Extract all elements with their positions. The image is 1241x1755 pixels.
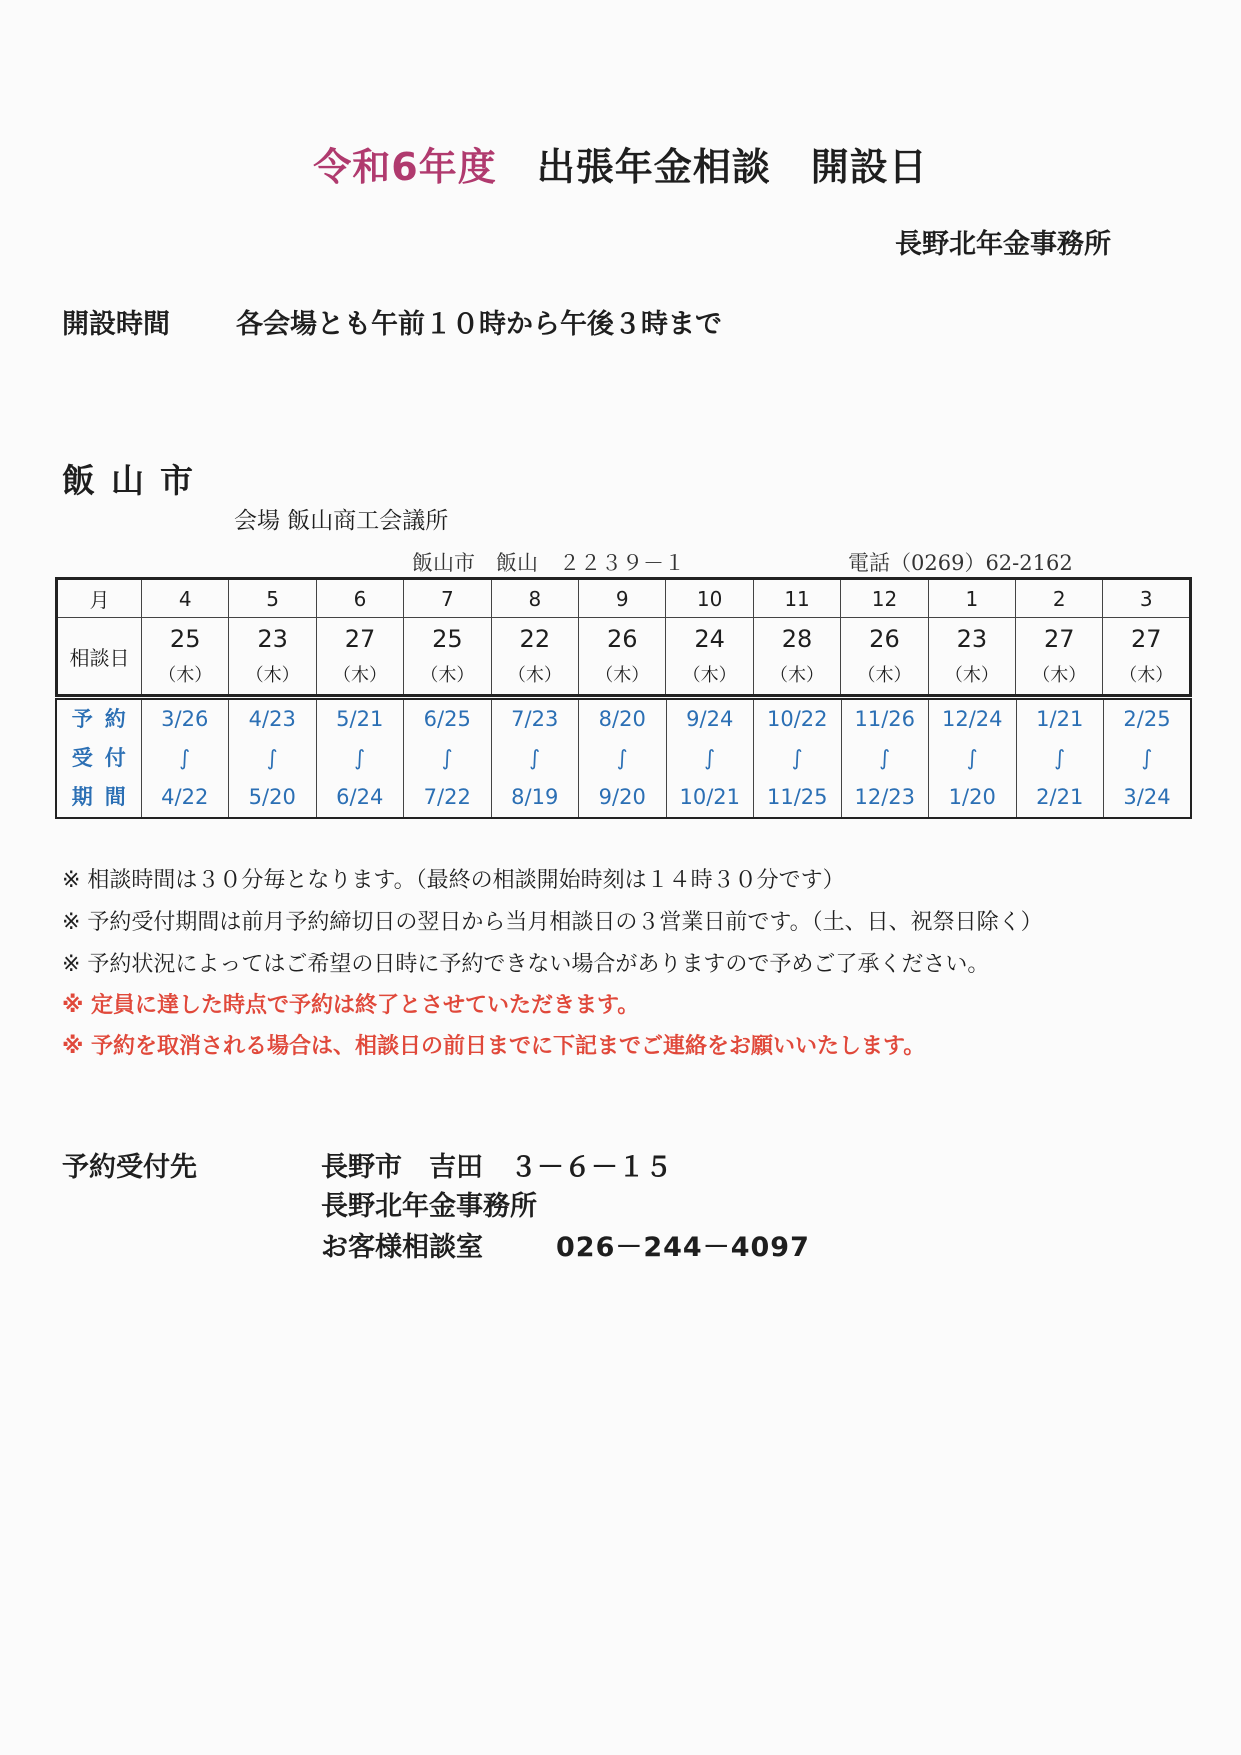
period-start: 9/24 bbox=[686, 707, 734, 731]
reservation-period-label bbox=[56, 699, 141, 818]
period-cell bbox=[666, 699, 754, 818]
day-cell bbox=[491, 618, 578, 696]
venue-name: 会場 飯山商工会議所 bbox=[234, 508, 449, 534]
month-label: 月 bbox=[57, 579, 142, 618]
weekday: （木） bbox=[1119, 665, 1174, 686]
day-number: 28 bbox=[781, 625, 813, 653]
period-end: 8/19 bbox=[511, 785, 559, 809]
contact-label: 予約受付先 bbox=[62, 1152, 197, 1183]
weekday: （木） bbox=[245, 665, 300, 686]
contact-phone: 026－244－4097 bbox=[556, 1232, 810, 1263]
period-end: 2/21 bbox=[1036, 785, 1084, 809]
tilde: ∫ bbox=[179, 746, 191, 770]
day-number: 25 bbox=[169, 625, 201, 653]
contact-room: お客様相談室 bbox=[321, 1232, 483, 1263]
tilde: ∫ bbox=[354, 746, 366, 770]
tilde: ∫ bbox=[791, 746, 803, 770]
weekday: （木） bbox=[158, 665, 213, 686]
note-consultation-time: ※ 相談時間は３０分毎となります。（最終の相談開始時刻は１４時３０分です） bbox=[62, 868, 845, 893]
venue-phone: 電話（0269）62-2162 bbox=[848, 551, 1073, 575]
month-cell: 4 bbox=[142, 579, 229, 618]
period-cell bbox=[404, 699, 492, 818]
month-cell: 6 bbox=[316, 579, 403, 618]
period-start: 1/21 bbox=[1036, 707, 1084, 731]
venue-address: 飯山市 飯山 ２２３９－１ bbox=[412, 551, 685, 575]
period-end: 3/24 bbox=[1123, 785, 1171, 809]
period-end: 9/20 bbox=[598, 785, 646, 809]
period-label-2: 受付 bbox=[71, 746, 138, 770]
reservation-period-table bbox=[55, 698, 1192, 819]
period-start: 7/23 bbox=[511, 707, 559, 731]
note-cancellation: ※ 予約を取消される場合は、相談日の前日までに下記までご連絡をお願いいたします。 bbox=[62, 1034, 926, 1059]
weekday: （木） bbox=[420, 665, 475, 686]
day-cell bbox=[666, 618, 753, 696]
period-start: 11/26 bbox=[854, 707, 916, 731]
day-number: 23 bbox=[257, 625, 288, 653]
day-cell bbox=[579, 618, 666, 696]
day-number: 25 bbox=[432, 625, 463, 653]
reservation-period-row bbox=[56, 699, 1191, 818]
day-number: 22 bbox=[519, 625, 551, 653]
fiscal-year-label: 令和6年度 bbox=[313, 145, 497, 189]
note-reservation-period: ※ 予約受付期間は前月予約締切日の翌日から当月相談日の３営業日前です。（土、日、祝祭日除く） bbox=[62, 910, 1043, 935]
period-end: 1/20 bbox=[948, 785, 996, 809]
tilde: ∫ bbox=[529, 746, 541, 770]
period-cell bbox=[316, 699, 404, 818]
weekday: （木） bbox=[944, 665, 999, 686]
period-start: 10/22 bbox=[766, 707, 828, 731]
tilde: ∫ bbox=[441, 746, 453, 770]
issuing-office: 長野北年金事務所 bbox=[895, 229, 1111, 260]
month-cell: 8 bbox=[491, 579, 578, 618]
hours-label: 開設時間 bbox=[62, 309, 170, 340]
day-number: 26 bbox=[869, 625, 900, 653]
page-title bbox=[0, 136, 1241, 191]
weekday: （木） bbox=[595, 665, 650, 686]
weekday: （木） bbox=[333, 665, 388, 686]
month-cell: 10 bbox=[666, 579, 753, 618]
weekday: （木） bbox=[1032, 665, 1087, 686]
period-cell bbox=[579, 699, 667, 818]
day-number: 23 bbox=[956, 625, 988, 653]
day-label: 相談日 bbox=[57, 618, 142, 696]
consultation-dates-table bbox=[55, 577, 1192, 697]
tilde: ∫ bbox=[966, 746, 978, 770]
period-cell bbox=[229, 699, 317, 818]
city-heading: 飯山市 bbox=[62, 461, 209, 500]
day-cell bbox=[753, 618, 840, 696]
day-cell bbox=[1016, 618, 1103, 696]
period-end: 7/22 bbox=[423, 785, 471, 809]
period-cell bbox=[1016, 699, 1104, 818]
day-number: 26 bbox=[606, 625, 638, 653]
tilde: ∫ bbox=[266, 746, 278, 770]
month-cell: 9 bbox=[579, 579, 666, 618]
period-start: 5/21 bbox=[336, 707, 384, 731]
period-start: 12/24 bbox=[941, 707, 1003, 731]
period-start: 4/23 bbox=[248, 707, 296, 731]
schedule-table bbox=[55, 577, 1192, 817]
period-end: 4/22 bbox=[161, 785, 209, 809]
period-cell bbox=[491, 699, 579, 818]
period-label-1: 予約 bbox=[71, 707, 138, 731]
weekday: （木） bbox=[682, 665, 737, 686]
weekday: （木） bbox=[507, 665, 562, 686]
note-availability: ※ 予約状況によってはご希望の日時に予約できない場合がありますので予めご了承ください。 bbox=[62, 952, 990, 977]
period-cell bbox=[1104, 699, 1192, 818]
period-end: 5/20 bbox=[248, 785, 296, 809]
period-start: 8/20 bbox=[598, 707, 646, 731]
contact-office: 長野北年金事務所 bbox=[321, 1191, 537, 1222]
day-cell bbox=[142, 618, 229, 696]
month-cell: 1 bbox=[928, 579, 1015, 618]
period-end: 6/24 bbox=[336, 785, 384, 809]
day-number: 27 bbox=[1043, 625, 1075, 653]
period-cell bbox=[929, 699, 1017, 818]
day-cell bbox=[229, 618, 316, 696]
hours-value: 各会場とも午前１０時から午後３時まで bbox=[236, 309, 722, 340]
period-label-3: 期間 bbox=[71, 785, 138, 809]
weekday: （木） bbox=[770, 665, 825, 686]
month-cell: 2 bbox=[1016, 579, 1103, 618]
day-cell bbox=[928, 618, 1015, 696]
month-cell: 7 bbox=[404, 579, 491, 618]
tilde: ∫ bbox=[1054, 746, 1066, 770]
tilde: ∫ bbox=[879, 746, 891, 770]
month-cell: 3 bbox=[1103, 579, 1191, 618]
period-start: 6/25 bbox=[423, 707, 471, 731]
period-end: 11/25 bbox=[766, 785, 828, 809]
period-end: 10/21 bbox=[679, 785, 741, 809]
day-cell bbox=[404, 618, 491, 696]
period-end: 12/23 bbox=[854, 785, 916, 809]
month-row bbox=[57, 579, 1191, 618]
day-number: 24 bbox=[694, 625, 725, 653]
period-cell bbox=[841, 699, 929, 818]
tilde: ∫ bbox=[616, 746, 628, 770]
day-number: 27 bbox=[344, 625, 376, 653]
title-main: 出張年金相談 bbox=[536, 145, 771, 189]
period-cell bbox=[141, 699, 229, 818]
month-cell: 12 bbox=[841, 579, 928, 618]
period-start: 2/25 bbox=[1123, 707, 1171, 731]
period-cell bbox=[754, 699, 842, 818]
title-suffix: 開設日 bbox=[810, 145, 928, 189]
day-cell bbox=[841, 618, 928, 696]
month-cell: 5 bbox=[229, 579, 316, 618]
tilde: ∫ bbox=[1141, 746, 1153, 770]
month-cell: 11 bbox=[753, 579, 840, 618]
weekday: （木） bbox=[857, 665, 912, 686]
contact-address: 長野市 吉田 ３－６－１５ bbox=[321, 1152, 672, 1183]
day-cell bbox=[1103, 618, 1191, 696]
day-number: 27 bbox=[1130, 625, 1162, 653]
day-cell bbox=[316, 618, 403, 696]
note-capacity: ※ 定員に達した時点で予約は終了とさせていただきます。 bbox=[62, 993, 640, 1018]
consultation-day-row bbox=[57, 618, 1191, 696]
tilde: ∫ bbox=[704, 746, 716, 770]
period-start: 3/26 bbox=[161, 707, 209, 731]
